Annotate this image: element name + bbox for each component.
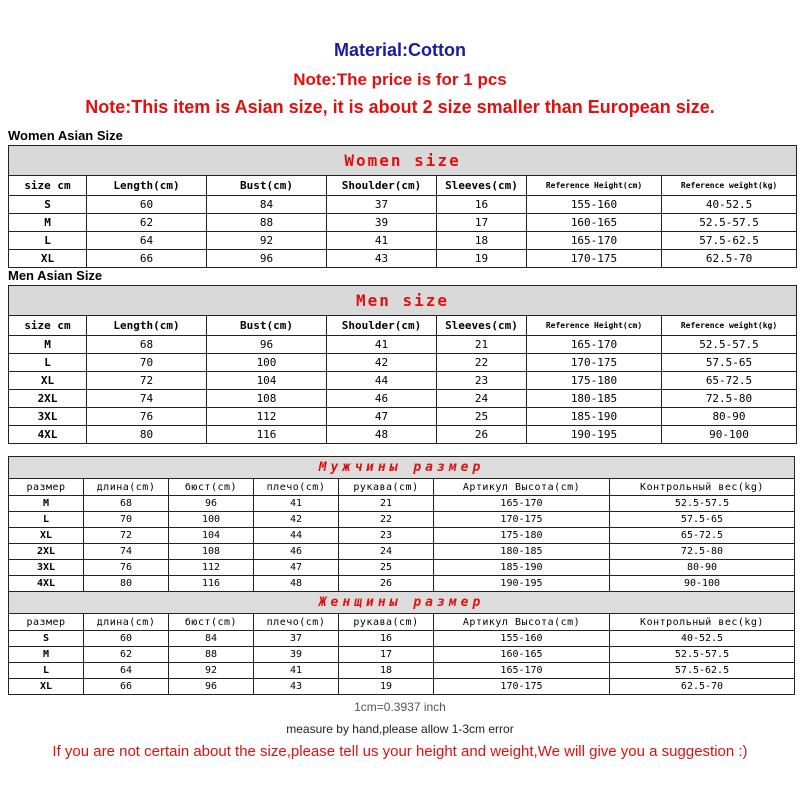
- column-header: size cm: [9, 316, 87, 336]
- price-note: Note:The price is for 1 pcs: [293, 70, 507, 89]
- table-row: [9, 647, 795, 663]
- table-header-row: [9, 614, 795, 631]
- table-cell: 57.5-65: [610, 512, 795, 528]
- table-cell: 3XL: [9, 560, 84, 576]
- table-header-row: [9, 479, 795, 496]
- section-title-row: [9, 592, 795, 614]
- column-header: бюст(cm): [169, 614, 254, 631]
- table-cell: 170-175: [527, 250, 662, 268]
- size-note: Note:This item is Asian size, it is about 2 size smaller than European size.: [85, 97, 715, 117]
- table-cell: 175-180: [527, 372, 662, 390]
- table-cell: 57.5-62.5: [662, 232, 797, 250]
- table-cell: 39: [327, 214, 437, 232]
- table-cell: 39: [254, 647, 339, 663]
- column-header: бюст(cm): [169, 479, 254, 496]
- column-header: рукава(cm): [339, 479, 434, 496]
- table-cell: 190-195: [527, 426, 662, 444]
- table-cell: 57.5-65: [662, 354, 797, 372]
- column-header: длина(cm): [84, 614, 169, 631]
- table-cell: 41: [254, 663, 339, 679]
- table-cell: S: [9, 196, 87, 214]
- table-cell: 90-100: [610, 576, 795, 592]
- table-cell: 26: [339, 576, 434, 592]
- table-cell: 96: [207, 250, 327, 268]
- table-cell: 4XL: [9, 426, 87, 444]
- table-cell: 160-165: [434, 647, 610, 663]
- table-cell: 60: [87, 196, 207, 214]
- table-row: [9, 576, 795, 592]
- table-cell: 22: [339, 512, 434, 528]
- table-cell: 70: [87, 354, 207, 372]
- table-cell: 41: [254, 496, 339, 512]
- column-header: Reference Height(cm): [527, 316, 662, 336]
- men-table-title: Men size: [9, 286, 797, 316]
- column-header: размер: [9, 479, 84, 496]
- men-section-label: Men Asian Size: [8, 268, 103, 283]
- column-header: Артикул Высота(cm): [434, 479, 610, 496]
- table-cell: 116: [207, 426, 327, 444]
- table-cell: 64: [84, 663, 169, 679]
- table-cell: 96: [169, 496, 254, 512]
- table-cell: 24: [339, 544, 434, 560]
- table-cell: L: [9, 354, 87, 372]
- table-cell: 64: [87, 232, 207, 250]
- table-cell: 23: [339, 528, 434, 544]
- column-header: Sleeves(cm): [437, 316, 527, 336]
- table-row: [9, 512, 795, 528]
- table-cell: 108: [169, 544, 254, 560]
- table-cell: 72: [84, 528, 169, 544]
- table-row: [9, 679, 795, 695]
- table-cell: 41: [327, 336, 437, 354]
- table-cell: 170-175: [434, 512, 610, 528]
- table-cell: 21: [339, 496, 434, 512]
- table-cell: 175-180: [434, 528, 610, 544]
- table-cell: 116: [169, 576, 254, 592]
- column-header: Артикул Высота(cm): [434, 614, 610, 631]
- table-cell: 16: [339, 631, 434, 647]
- table-cell: 18: [437, 232, 527, 250]
- column-header: Length(cm): [87, 176, 207, 196]
- table-cell: 68: [87, 336, 207, 354]
- table-cell: 37: [327, 196, 437, 214]
- table-row: [9, 214, 797, 232]
- table-cell: 185-190: [434, 560, 610, 576]
- table-cell: 190-195: [434, 576, 610, 592]
- column-header: Контрольный вес(kg): [610, 479, 795, 496]
- table-cell: 44: [254, 528, 339, 544]
- table-cell: 52.5-57.5: [662, 214, 797, 232]
- table-cell: 41: [327, 232, 437, 250]
- table-cell: 62: [84, 647, 169, 663]
- table-cell: 47: [327, 408, 437, 426]
- table-cell: 26: [437, 426, 527, 444]
- table-cell: 17: [339, 647, 434, 663]
- table-cell: 180-185: [434, 544, 610, 560]
- table-cell: 112: [207, 408, 327, 426]
- table-cell: L: [9, 512, 84, 528]
- table-cell: 46: [327, 390, 437, 408]
- table-cell: 68: [84, 496, 169, 512]
- table-cell: 17: [437, 214, 527, 232]
- table-cell: 92: [169, 663, 254, 679]
- table-cell: 3XL: [9, 408, 87, 426]
- table-row: [9, 354, 797, 372]
- table-cell: 62.5-70: [662, 250, 797, 268]
- table-cell: 96: [207, 336, 327, 354]
- table-cell: 52.5-57.5: [662, 336, 797, 354]
- table-row: [9, 560, 795, 576]
- table-row: [9, 390, 797, 408]
- table-row: [9, 528, 795, 544]
- conversion-note: 1cm=0.3937 inch: [354, 700, 446, 714]
- table-cell: M: [9, 214, 87, 232]
- table-row: [9, 663, 795, 679]
- table-cell: 80: [84, 576, 169, 592]
- table-cell: 47: [254, 560, 339, 576]
- table-cell: 100: [207, 354, 327, 372]
- table-cell: 44: [327, 372, 437, 390]
- table-cell: XL: [9, 372, 87, 390]
- table-cell: 25: [339, 560, 434, 576]
- table-cell: 155-160: [434, 631, 610, 647]
- table-cell: 72: [87, 372, 207, 390]
- table-cell: 62: [87, 214, 207, 232]
- column-header: Контрольный вес(kg): [610, 614, 795, 631]
- column-header: Reference Height(cm): [527, 176, 662, 196]
- table-cell: 42: [254, 512, 339, 528]
- section-title-row: [9, 457, 795, 479]
- table-cell: 74: [87, 390, 207, 408]
- material-heading: Material:Cotton: [334, 40, 466, 60]
- table-cell: 72.5-80: [610, 544, 795, 560]
- column-header: Bust(cm): [207, 176, 327, 196]
- table-cell: 88: [207, 214, 327, 232]
- table-cell: 24: [437, 390, 527, 408]
- table-cell: 42: [327, 354, 437, 372]
- table-cell: 72.5-80: [662, 390, 797, 408]
- table-cell: 80-90: [662, 408, 797, 426]
- column-header: рукава(cm): [339, 614, 434, 631]
- table-cell: 48: [327, 426, 437, 444]
- table-cell: 92: [207, 232, 327, 250]
- table-cell: 2XL: [9, 544, 84, 560]
- table-cell: 170-175: [527, 354, 662, 372]
- table-cell: 88: [169, 647, 254, 663]
- table-cell: 52.5-57.5: [610, 647, 795, 663]
- men-size-table: [8, 285, 797, 444]
- table-cell: S: [9, 631, 84, 647]
- column-header: Reference weight(kg): [662, 316, 797, 336]
- table-header-row: [9, 316, 797, 336]
- table-cell: 16: [437, 196, 527, 214]
- table-cell: 185-190: [527, 408, 662, 426]
- table-cell: 40-52.5: [662, 196, 797, 214]
- women-size-table: [8, 145, 797, 268]
- column-header: Length(cm): [87, 316, 207, 336]
- table-row: [9, 232, 797, 250]
- table-cell: 165-170: [434, 663, 610, 679]
- table-cell: 66: [84, 679, 169, 695]
- table-cell: 2XL: [9, 390, 87, 408]
- table-cell: 40-52.5: [610, 631, 795, 647]
- table-cell: 18: [339, 663, 434, 679]
- table-cell: 60: [84, 631, 169, 647]
- suggestion-note: If you are not certain about the size,please tell us your height and weight,We will give you a suggestion :): [52, 743, 748, 760]
- table-header-row: [9, 176, 797, 196]
- table-cell: 62.5-70: [610, 679, 795, 695]
- table-cell: 165-170: [527, 232, 662, 250]
- table-cell: 104: [169, 528, 254, 544]
- table-row: [9, 336, 797, 354]
- table-cell: XL: [9, 250, 87, 268]
- table-cell: 43: [327, 250, 437, 268]
- section-title: Женщины размер: [9, 592, 795, 614]
- table-cell: 100: [169, 512, 254, 528]
- table-cell: 76: [87, 408, 207, 426]
- table-cell: 165-170: [527, 336, 662, 354]
- table-cell: 90-100: [662, 426, 797, 444]
- table-cell: 104: [207, 372, 327, 390]
- table-cell: 170-175: [434, 679, 610, 695]
- table-cell: 65-72.5: [610, 528, 795, 544]
- table-cell: 52.5-57.5: [610, 496, 795, 512]
- women-section-label: Women Asian Size: [8, 128, 123, 143]
- table-cell: 66: [87, 250, 207, 268]
- table-row: [9, 631, 795, 647]
- table-cell: 74: [84, 544, 169, 560]
- table-cell: XL: [9, 679, 84, 695]
- table-cell: 76: [84, 560, 169, 576]
- measure-note: measure by hand,please allow 1-3cm error: [286, 722, 514, 736]
- column-header: Shoulder(cm): [327, 316, 437, 336]
- table-cell: M: [9, 336, 87, 354]
- table-cell: L: [9, 663, 84, 679]
- table-cell: 84: [169, 631, 254, 647]
- table-cell: XL: [9, 528, 84, 544]
- table-cell: 70: [84, 512, 169, 528]
- table-cell: 43: [254, 679, 339, 695]
- table-cell: 4XL: [9, 576, 84, 592]
- table-cell: 80-90: [610, 560, 795, 576]
- column-header: Reference weight(kg): [662, 176, 797, 196]
- table-cell: 112: [169, 560, 254, 576]
- table-row: [9, 496, 795, 512]
- table-row: [9, 426, 797, 444]
- table-cell: M: [9, 647, 84, 663]
- table-cell: 23: [437, 372, 527, 390]
- table-row: [9, 196, 797, 214]
- table-row: [9, 372, 797, 390]
- table-cell: 80: [87, 426, 207, 444]
- table-cell: 165-170: [434, 496, 610, 512]
- section-title: Мужчины размер: [9, 457, 795, 479]
- table-cell: 21: [437, 336, 527, 354]
- table-cell: 160-165: [527, 214, 662, 232]
- table-cell: L: [9, 232, 87, 250]
- table-cell: 108: [207, 390, 327, 408]
- table-cell: M: [9, 496, 84, 512]
- table-row: [9, 544, 795, 560]
- table-cell: 48: [254, 576, 339, 592]
- table-cell: 46: [254, 544, 339, 560]
- table-cell: 37: [254, 631, 339, 647]
- column-header: size cm: [9, 176, 87, 196]
- column-header: плечо(cm): [254, 479, 339, 496]
- table-cell: 84: [207, 196, 327, 214]
- russian-size-table: [8, 456, 795, 695]
- column-header: Sleeves(cm): [437, 176, 527, 196]
- table-cell: 25: [437, 408, 527, 426]
- table-cell: 22: [437, 354, 527, 372]
- table-row: [9, 250, 797, 268]
- column-header: Bust(cm): [207, 316, 327, 336]
- table-cell: 57.5-62.5: [610, 663, 795, 679]
- column-header: Shoulder(cm): [327, 176, 437, 196]
- table-cell: 180-185: [527, 390, 662, 408]
- women-table-title: Women size: [9, 146, 797, 176]
- table-row: [9, 408, 797, 426]
- table-cell: 65-72.5: [662, 372, 797, 390]
- table-cell: 155-160: [527, 196, 662, 214]
- column-header: размер: [9, 614, 84, 631]
- table-cell: 19: [437, 250, 527, 268]
- column-header: длина(cm): [84, 479, 169, 496]
- column-header: плечо(cm): [254, 614, 339, 631]
- table-cell: 19: [339, 679, 434, 695]
- table-cell: 96: [169, 679, 254, 695]
